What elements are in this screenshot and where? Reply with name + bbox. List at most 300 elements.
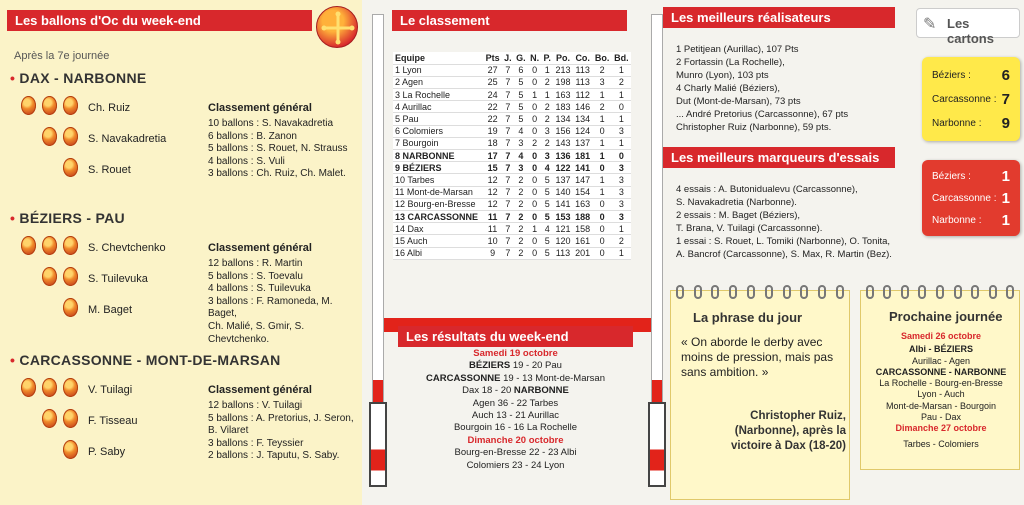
stat-cell: 5 <box>544 211 550 222</box>
stat-cell: 5 <box>518 101 524 112</box>
try-scorer-line: 2 essais : M. Baget (Béziers), <box>676 210 801 221</box>
player-row <box>18 298 193 322</box>
stat-cell: 0 <box>532 77 538 88</box>
stat-cell: 7 <box>505 138 511 149</box>
bullet: • <box>10 70 20 86</box>
stat-cell: 121 <box>555 223 571 234</box>
stat-cell: 2 <box>518 174 524 185</box>
stat-cell: 2 <box>518 187 524 198</box>
stat-cell: 24 <box>487 89 498 100</box>
fixture-line: Mont-de-Marsan - Bourgoin <box>885 400 997 411</box>
red-card-box <box>922 160 1020 236</box>
player-name: S. Rouet <box>88 164 131 176</box>
fixture-line: Tarbes - Colomiers <box>903 438 979 449</box>
stat-cell: 0 <box>532 126 538 137</box>
stat-cell: 2 <box>544 138 550 149</box>
ranking-line: 5 ballons : A. Pretorius, J. Seron, <box>208 412 354 424</box>
balls <box>18 127 84 151</box>
stat-cell: 5 <box>518 114 524 125</box>
stat-cell: 0 <box>532 235 538 246</box>
team-cell: 11 Mont-de-Marsan <box>395 187 473 198</box>
stat-cell: 7 <box>505 248 511 259</box>
stat-cell: 25 <box>487 77 498 88</box>
rugby-ball-icon <box>42 378 57 397</box>
stat-cell: 112 <box>575 89 590 100</box>
rugby-ball-icon <box>63 378 78 397</box>
table-row <box>393 174 631 186</box>
ballons-title: Les ballons d'Oc du week-end <box>7 10 312 31</box>
realisateurs-list <box>676 43 901 134</box>
ranking-heading: Classement général <box>208 384 312 396</box>
rugby-ball-icon <box>63 409 78 428</box>
rugby-ball-icon <box>42 409 57 428</box>
balls <box>18 236 84 260</box>
ranking-line: 3 ballons : F. Ramoneda, M. Baget, <box>208 295 333 320</box>
yellow-card-box <box>922 57 1020 141</box>
stat-cell: 7 <box>505 77 511 88</box>
stat-cell: 12 <box>487 187 498 198</box>
balls <box>18 267 84 291</box>
scorer-line: Dut (Mont-de-Marsan), 73 pts <box>676 96 801 107</box>
ranking-block <box>208 102 358 181</box>
rugby-ball-icon <box>21 236 36 255</box>
table-row <box>393 113 631 125</box>
team-cell: 8 NARBONNE <box>395 150 455 161</box>
stat-cell: 7 <box>505 162 511 173</box>
stat-cell: 1 <box>599 150 605 161</box>
stat-cell: 146 <box>575 101 591 112</box>
player-name: P. Saby <box>88 446 126 458</box>
prochaine-day1: Samedi 26 octobre <box>900 331 982 341</box>
fixture-line: Aurillac - Agen <box>911 355 971 366</box>
stat-cell: 9 <box>490 248 496 259</box>
player-row <box>18 127 193 151</box>
game-title <box>10 352 281 368</box>
table-row <box>393 162 631 174</box>
result-line: Agen 36 - 22 Tarbes <box>472 397 559 409</box>
team-cell: 16 Albi <box>395 248 423 259</box>
post-pad-right <box>648 402 666 487</box>
column-header: Co. <box>575 52 590 63</box>
stat-cell: 158 <box>575 223 591 234</box>
prochaine-panel <box>860 290 1020 470</box>
table-row <box>393 223 631 235</box>
column-header: Po. <box>555 52 570 63</box>
balls <box>18 96 84 120</box>
game-title-text: DAX - NARBONNE <box>19 70 147 86</box>
stat-cell: 7 <box>505 65 511 76</box>
game-title-text: CARCASSONNE - MONT-DE-MARSAN <box>19 352 281 368</box>
result-rest: Dax 18 - 20 <box>462 385 514 397</box>
ranking-line: Ch. Malié, S. Gmir, S. Chevtchenko. <box>208 320 305 345</box>
marqueurs-title: Les meilleurs marqueurs d'essais <box>663 147 895 168</box>
card-row <box>922 111 1020 135</box>
classement-table-wrap <box>393 52 631 260</box>
ranking-line: 12 ballons : V. Tuilagi <box>208 400 303 411</box>
player-row <box>18 236 193 260</box>
game-title <box>10 210 125 226</box>
stat-cell: 2 <box>618 235 624 246</box>
team-cell: 13 CARCASSONNE <box>395 211 479 222</box>
stat-cell: 0 <box>532 248 538 259</box>
player-row <box>18 378 193 402</box>
table-row <box>393 186 631 198</box>
stat-cell: 3 <box>518 138 524 149</box>
table-row <box>393 235 631 247</box>
resultats-day1: Samedi 19 octobre <box>473 348 558 359</box>
stat-cell: 12 <box>487 174 498 185</box>
stat-cell: 1 <box>599 114 605 125</box>
stat-cell: 0 <box>532 199 538 210</box>
stat-cell: 22 <box>487 114 498 125</box>
ranking-line: 3 ballons : Ch. Ruiz, Ch. Malet. <box>208 168 346 180</box>
stat-cell: 1 <box>618 248 624 259</box>
result-line: Bourg-en-Bresse 22 - 23 Albi <box>454 447 577 459</box>
stat-cell: 1 <box>544 89 550 100</box>
stat-cell: 1 <box>618 89 624 100</box>
ranking-list <box>208 118 358 181</box>
rugby-ball-icon <box>42 127 57 146</box>
table-row <box>393 137 631 149</box>
stat-cell: 1 <box>532 223 538 234</box>
card-row <box>922 209 1020 231</box>
cartons-header <box>916 8 1020 46</box>
stat-cell: 113 <box>575 65 590 76</box>
classement-table <box>393 52 631 260</box>
table-row <box>393 76 631 88</box>
card-row <box>922 87 1020 111</box>
stat-cell: 0 <box>532 211 538 222</box>
stat-cell: 12 <box>487 199 498 210</box>
player-row <box>18 440 193 464</box>
player-name: M. Baget <box>88 304 133 316</box>
result-line <box>398 360 633 372</box>
phrase-author: Christopher Ruiz, (Narbonne), après la victoire à Dax (18-20) <box>730 410 846 452</box>
card-team: Narbonne : <box>932 214 982 226</box>
stat-cell: 1 <box>532 89 538 100</box>
stat-cell: 141 <box>555 199 571 210</box>
team-cell: 6 Colomiers <box>395 126 444 137</box>
stat-cell: 120 <box>555 235 571 246</box>
stat-cell: 0 <box>532 174 538 185</box>
try-scorer-line: 1 essai : S. Rouet, L. Tomiki (Narbonne), O. Tonita, <box>676 236 891 247</box>
post-pad-left <box>369 402 387 487</box>
result-line: Colomiers 23 - 24 Lyon <box>466 459 565 471</box>
stat-cell: 141 <box>575 162 591 173</box>
stat-cell: 163 <box>555 89 571 100</box>
stat-cell: 153 <box>555 211 571 222</box>
ranking-line: 12 ballons : R. Martin <box>208 258 303 269</box>
stat-cell: 7 <box>505 126 511 137</box>
stat-cell: 1 <box>618 65 624 76</box>
stat-cell: 5 <box>544 235 550 246</box>
stat-cell: 7 <box>505 223 511 234</box>
card-team: Béziers : <box>932 69 971 81</box>
ranking-line: 10 ballons : S. Navakadretia <box>208 118 334 129</box>
card-count: 9 <box>1001 114 1010 132</box>
try-scorer-line: S. Navakadretia (Narbonne). <box>676 197 797 208</box>
player-name: S. Navakadretia <box>88 133 167 145</box>
player-row <box>18 158 193 182</box>
spiral-binding <box>861 285 1019 299</box>
stat-cell: 113 <box>555 248 571 259</box>
table-row <box>393 198 631 210</box>
try-scorer-line: T. Brana, V. Tuilagi (Carcassonne). <box>676 223 823 234</box>
rugby-ball-icon <box>42 267 57 286</box>
stat-cell: 7 <box>505 150 511 161</box>
try-scorer-line: A. Bancrof (Carcassonne), S. Max, R. Martin (Bez). <box>676 249 892 260</box>
rugby-ball-icon <box>21 378 36 397</box>
card-count: 7 <box>1001 90 1010 108</box>
stat-cell: 1 <box>618 223 624 234</box>
stat-cell: 5 <box>518 89 524 100</box>
stat-cell: 2 <box>618 77 624 88</box>
game-title-text: BÉZIERS - PAU <box>19 210 125 226</box>
stat-cell: 163 <box>575 199 591 210</box>
stat-cell: 5 <box>544 199 550 210</box>
spiral-binding <box>671 285 849 299</box>
table-row <box>393 125 631 137</box>
ballons-subtitle: Après la 7e journée <box>14 50 110 62</box>
stat-cell: 0 <box>599 235 605 246</box>
ranking-heading: Classement général <box>208 102 312 114</box>
team-bold: CARCASSONNE <box>426 372 501 384</box>
scorer-line: 4 Charly Malié (Béziers), <box>676 83 780 94</box>
rugby-ball-icon <box>63 236 78 255</box>
ranking-line: 3 ballons : F. Teyssier <box>208 437 304 449</box>
team-cell: 5 Pau <box>395 114 419 125</box>
stat-cell: 17 <box>487 150 498 161</box>
stat-cell: 5 <box>544 187 550 198</box>
stat-cell: 2 <box>599 65 605 76</box>
stat-cell: 0 <box>599 223 605 234</box>
stat-cell: 3 <box>618 199 624 210</box>
card-count: 1 <box>1001 189 1010 207</box>
occitan-cross-logo <box>316 6 358 48</box>
stat-cell: 1 <box>599 89 605 100</box>
stat-cell: 4 <box>518 150 524 161</box>
card-team: Carcassonne : <box>932 93 997 105</box>
stat-cell: 0 <box>532 150 538 161</box>
stat-cell: 7 <box>505 174 511 185</box>
team-cell: 9 BÉZIERS <box>395 162 442 173</box>
player-name: S. Chevtchenko <box>88 242 166 254</box>
stat-cell: 2 <box>518 235 524 246</box>
realisateurs-title: Les meilleurs réalisateurs <box>663 7 895 28</box>
stat-cell: 4 <box>518 126 524 137</box>
stat-cell: 3 <box>618 162 624 173</box>
balls <box>18 298 84 322</box>
team-cell: 15 Auch <box>395 235 428 246</box>
stat-cell: 15 <box>487 162 498 173</box>
bullet: • <box>10 210 20 226</box>
fixture-line: CARCASSONNE - NARBONNE <box>875 366 1007 377</box>
stat-cell: 7 <box>505 235 511 246</box>
stat-cell: 3 <box>618 187 624 198</box>
stat-cell: 3 <box>618 211 624 222</box>
stat-cell: 7 <box>505 89 511 100</box>
stat-cell: 7 <box>505 199 511 210</box>
stat-cell: 0 <box>532 114 538 125</box>
stat-cell: 181 <box>575 150 591 161</box>
stat-cell: 10 <box>487 235 498 246</box>
ranking-block <box>208 242 358 346</box>
phrase-title: La phrase du jour <box>693 310 803 325</box>
ranking-block <box>208 384 358 463</box>
stat-cell: 0 <box>599 162 605 173</box>
team-cell: 3 La Rochelle <box>395 89 451 100</box>
table-row <box>393 210 631 222</box>
result-rest: 19 - 20 Pau <box>510 360 562 372</box>
rugby-ball-icon <box>63 158 78 177</box>
player-row <box>18 96 193 120</box>
stat-cell: 183 <box>555 101 571 112</box>
stat-cell: 134 <box>575 114 591 125</box>
try-scorer-line: 4 essais : A. Butonidualevu (Carcassonne), <box>676 184 858 195</box>
balls <box>18 158 84 182</box>
stat-cell: 0 <box>599 211 605 222</box>
card-team: Carcassonne : <box>932 192 997 204</box>
stat-cell: 5 <box>544 174 550 185</box>
rugby-ball-icon <box>63 440 78 459</box>
team-cell: 10 Tarbes <box>395 174 435 185</box>
phrase-panel <box>670 290 850 500</box>
column-header: Equipe <box>395 52 426 63</box>
card-team: Béziers : <box>932 170 971 182</box>
stat-cell: 0 <box>618 101 624 112</box>
card-count: 1 <box>1001 211 1010 229</box>
stat-cell: 2 <box>518 248 524 259</box>
result-rest: 19 - 13 Mont-de-Marsan <box>500 372 605 384</box>
stat-cell: 161 <box>575 235 591 246</box>
stat-cell: 198 <box>555 77 571 88</box>
stat-cell: 1 <box>618 114 624 125</box>
ranking-line: 2 ballons : J. Taputu, S. Saby. <box>208 450 340 462</box>
stat-cell: 0 <box>599 199 605 210</box>
ranking-line: 4 ballons : S. Vuli <box>208 155 285 167</box>
stat-cell: 0 <box>599 126 605 137</box>
scorer-line: 2 Fortassin (La Rochelle), <box>676 57 785 68</box>
stat-cell: 3 <box>518 162 524 173</box>
balls <box>18 378 84 402</box>
whistle-icon: ✎ <box>923 16 937 33</box>
table-row <box>393 64 631 76</box>
stat-cell: 147 <box>575 174 591 185</box>
stat-cell: 19 <box>487 126 498 137</box>
team-cell: 14 Dax <box>395 223 424 234</box>
stat-cell: 136 <box>555 150 571 161</box>
stat-cell: 3 <box>544 150 550 161</box>
fixture-line: Pau - Dax <box>920 412 962 423</box>
team-cell: 12 Bourg-en-Bresse <box>395 199 476 210</box>
card-row <box>922 63 1020 87</box>
stat-cell: 1 <box>599 138 605 149</box>
team-bold: BÉZIERS <box>469 360 511 372</box>
stat-cell: 0 <box>532 187 538 198</box>
balls <box>18 409 84 433</box>
result-line: Auch 13 - 21 Aurillac <box>471 410 560 422</box>
team-cell: 4 Aurillac <box>395 101 432 112</box>
stat-cell: 7 <box>505 187 511 198</box>
stat-cell: 3 <box>618 126 624 137</box>
column-header: P. <box>543 52 551 63</box>
ranking-line: 5 ballons : S. Toevalu <box>208 270 303 282</box>
stat-cell: 134 <box>555 114 571 125</box>
ranking-list <box>208 258 358 346</box>
resultats-title: Les résultats du week-end <box>398 326 633 347</box>
stat-cell: 0 <box>532 101 538 112</box>
game-title <box>10 70 147 86</box>
stat-cell: 0 <box>618 150 624 161</box>
stat-cell: 6 <box>518 65 524 76</box>
stat-cell: 0 <box>599 248 605 259</box>
column-header: Pts <box>485 52 500 63</box>
stat-cell: 1 <box>544 65 550 76</box>
bullet: • <box>10 352 20 368</box>
stat-cell: 11 <box>487 211 498 222</box>
stat-cell: 137 <box>555 174 571 185</box>
card-row <box>922 165 1020 187</box>
rugby-ball-icon <box>42 96 57 115</box>
team-cell: 7 Bourgoin <box>395 138 439 149</box>
stat-cell: 7 <box>505 114 511 125</box>
table-row <box>393 150 631 162</box>
team-cell: 1 Lyon <box>395 65 422 76</box>
table-row <box>393 89 631 101</box>
scorer-line: ... André Pretorius (Carcassonne), 67 pts <box>676 109 849 120</box>
player-name: S. Tuilevuka <box>88 273 148 285</box>
prochaine-day2: Dimanche 27 octobre <box>895 423 987 434</box>
stat-cell: 4 <box>544 223 550 234</box>
stat-cell: 0 <box>532 162 538 173</box>
stat-cell: 5 <box>544 248 550 259</box>
stat-cell: 2 <box>544 101 550 112</box>
prochaine-title: Prochaine journée <box>889 309 1003 324</box>
stat-cell: 2 <box>544 77 550 88</box>
column-header: Bo. <box>594 52 610 63</box>
stat-cell: 122 <box>555 162 571 173</box>
ranking-list <box>208 400 358 463</box>
marqueurs-list <box>676 183 904 261</box>
stat-cell: 3 <box>544 126 550 137</box>
column-header: G. <box>516 52 526 63</box>
stat-cell: 143 <box>555 138 571 149</box>
fixture-line: Albi - BÉZIERS <box>908 344 973 355</box>
stat-cell: 3 <box>599 77 605 88</box>
player-row <box>18 267 193 291</box>
fixture-line: Lyon - Auch <box>917 389 965 400</box>
stat-cell: 2 <box>599 101 605 112</box>
player-name: Ch. Ruiz <box>88 102 131 114</box>
stat-cell: 22 <box>487 101 498 112</box>
player-name: F. Tisseau <box>88 415 138 427</box>
prochaine-list <box>865 331 1017 450</box>
resultats-list <box>398 348 633 472</box>
stat-cell: 154 <box>575 187 591 198</box>
stat-cell: 156 <box>555 126 571 137</box>
stat-cell: 0 <box>532 65 538 76</box>
stat-cell: 113 <box>575 77 590 88</box>
stat-cell: 2 <box>532 138 538 149</box>
stat-cell: 201 <box>575 248 591 259</box>
resultats-day2: Dimanche 20 octobre <box>467 434 564 446</box>
cartons-title: Les cartons <box>947 16 994 46</box>
table-row <box>393 101 631 113</box>
rugby-ball-icon <box>42 236 57 255</box>
stat-cell: 124 <box>575 126 591 137</box>
result-line: Bourgoin 16 - 16 La Rochelle <box>453 422 578 434</box>
result-line <box>398 373 633 385</box>
